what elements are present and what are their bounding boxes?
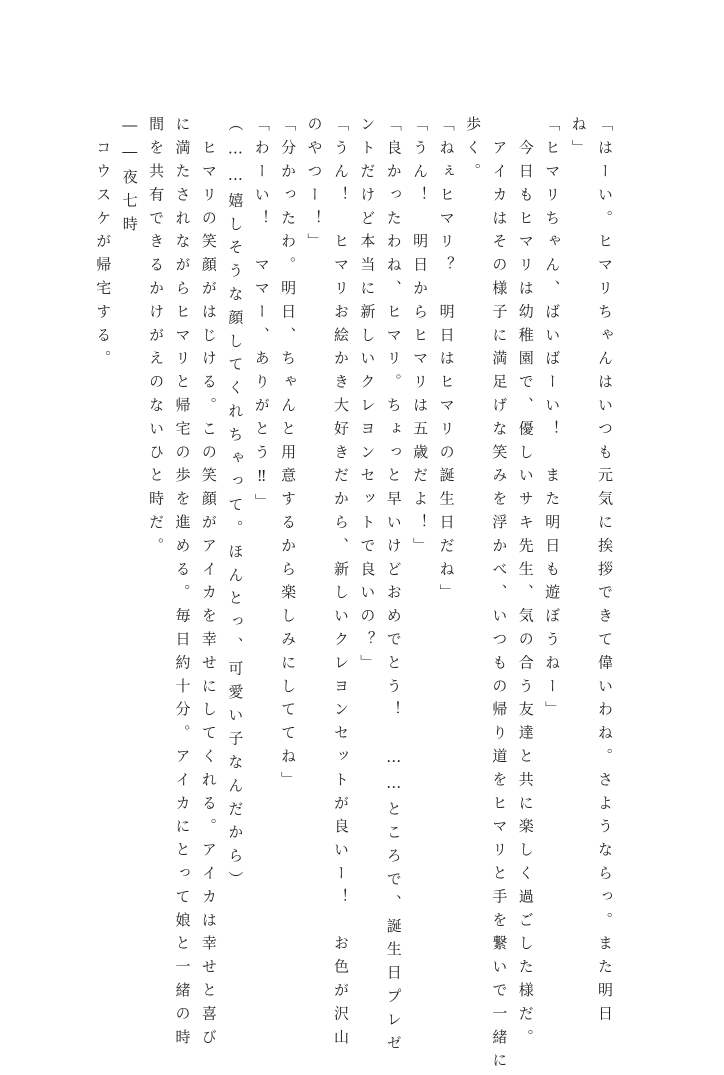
text-line-20: コウスケが帰宅する。 — [94, 116, 113, 374]
text-line-11: 「うん！ ヒマリお絵かき大好きだから、新しいクレヨンセットが良いー！ お色が沢山 — [331, 116, 350, 1052]
text-line-2: ね」 — [569, 116, 588, 163]
text-line-4: 今日もヒマリは幼稚園で、優しいサキ先生、気の合う友達と共に楽しく過ごした様だ。 — [516, 116, 535, 1052]
text-line-12: のやつー！」 — [305, 116, 324, 257]
text-line-6: 歩く。 — [463, 116, 482, 187]
text-line-3: 「ヒマリちゃん、ばいばーい！ また明日も遊ぼうねー」 — [543, 116, 562, 725]
text-line-16: ヒマリの笑顔がはじける。この笑顔がアイカを幸せにしてくれる。アイカは幸せと喜び — [199, 116, 218, 1052]
text-line-1: 「はーい。ヒマリちゃんはいつも元気に挨拶できて偉いわね。さようならっ。また明日 — [596, 116, 614, 1029]
text-line-17: に満たされながらヒマリと帰宅の歩を進める。毎日約十分。アイカにとって娘と一緒の時 — [173, 116, 192, 1052]
text-line-18: 間を共有できるかけがえのないひと時だ。 — [147, 116, 166, 561]
text-line-14: 「わーい！ ママー、ありがとう‼」 — [252, 116, 271, 517]
text-line-7: 「ねぇヒマリ？ 明日はヒマリの誕生日だね」 — [437, 116, 456, 608]
text-line-10: ントだけど本当に新しいクレヨンセットで良いの？」 — [358, 116, 377, 678]
text-line-13: 「分かったわ。明日、ちゃんと用意するから楽しみにしててね」 — [279, 116, 298, 795]
text-line-15: （……嬉しそうな顔してくれちゃって。ほんとっ、可愛い子なんだから） — [226, 116, 245, 895]
text-line-9: 「良かったわね、ヒマリ。ちょっと早いけどおめでとう！ ……ところで、誕生日プレゼ — [384, 116, 403, 1058]
text-line-5: アイカはその様子に満足げな笑みを浮かべ、いつもの帰り道をヒマリと手を繋いで一緒に — [490, 116, 509, 1075]
text-line-19: ――夜七時 — [120, 116, 139, 239]
text-line-8: 「うん！ 明日からヒマリは五歳だよ！」 — [411, 116, 430, 561]
vertical-text-body — [90, 116, 618, 1075]
